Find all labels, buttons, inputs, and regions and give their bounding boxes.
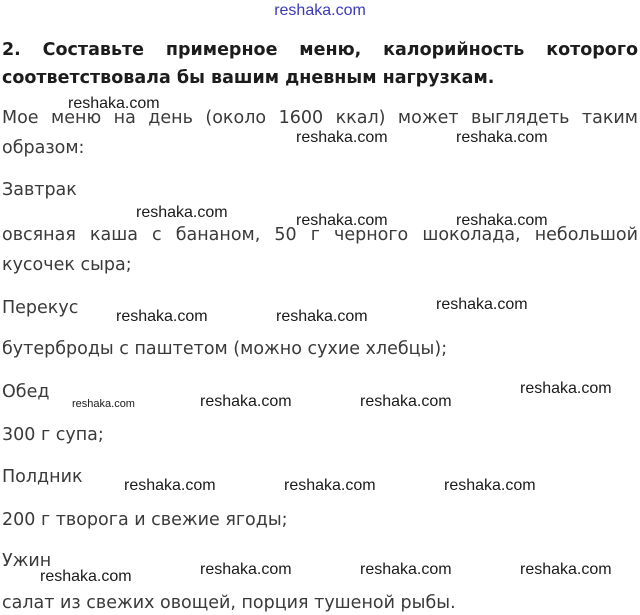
meal-dinner-name: Ужин xyxy=(2,551,52,571)
meal-dinner-food: салат из свежих овощей, порция тушеной рыбы. xyxy=(2,593,456,613)
watermark: reshaka.com xyxy=(360,393,452,410)
watermark: reshaka.com xyxy=(72,398,135,410)
task-title: 2. Составьте примерное меню, калорийность которого соответствовала бы вашим дневным нагрузкам. xyxy=(2,40,638,88)
intro-line-2: образом: xyxy=(2,138,85,158)
meal-afternoon-snack-food: 200 г творога и свежие ягоды; xyxy=(2,510,288,530)
watermark: reshaka.com xyxy=(116,308,208,325)
watermark: reshaka.com xyxy=(520,380,612,397)
watermark: reshaka.com xyxy=(296,129,388,146)
watermark: reshaka.com xyxy=(360,561,452,578)
meal-lunch-name: Обед xyxy=(2,382,50,402)
meal-breakfast-food-line-2: кусочек сыра; xyxy=(2,255,132,275)
meal-breakfast-name: Завтрак xyxy=(2,180,77,200)
watermark: reshaka.com xyxy=(68,95,160,112)
meal-lunch-food: 300 г супа; xyxy=(2,425,104,445)
watermark: reshaka.com xyxy=(456,129,548,146)
watermark: reshaka.com xyxy=(284,477,376,494)
meal-snack-food: бутерброды с паштетом (можно сухие хлебцы); xyxy=(2,339,448,359)
meal-afternoon-snack-name: Полдник xyxy=(2,467,83,487)
watermark: reshaka.com xyxy=(520,561,612,578)
meal-snack-name: Перекус xyxy=(2,298,79,318)
watermark: reshaka.com xyxy=(200,561,292,578)
watermark: reshaka.com xyxy=(296,212,388,229)
watermark: reshaka.com xyxy=(40,568,132,585)
watermark: reshaka.com xyxy=(436,296,528,313)
watermark: reshaka.com xyxy=(200,393,292,410)
watermark: reshaka.com xyxy=(276,308,368,325)
meal-breakfast-food-line-1: овсяная каша с бананом, 50 г черного шоколада, небольшой xyxy=(2,225,638,245)
watermark: reshaka.com xyxy=(124,477,216,494)
watermark: reshaka.com xyxy=(456,212,548,229)
watermark: reshaka.com xyxy=(136,204,228,221)
watermark: reshaka.com xyxy=(444,477,536,494)
site-header[interactable]: reshaka.com xyxy=(274,2,366,19)
intro-line-1: Мое меню на день (около 1600 ккал) может выглядеть таким xyxy=(2,108,638,128)
